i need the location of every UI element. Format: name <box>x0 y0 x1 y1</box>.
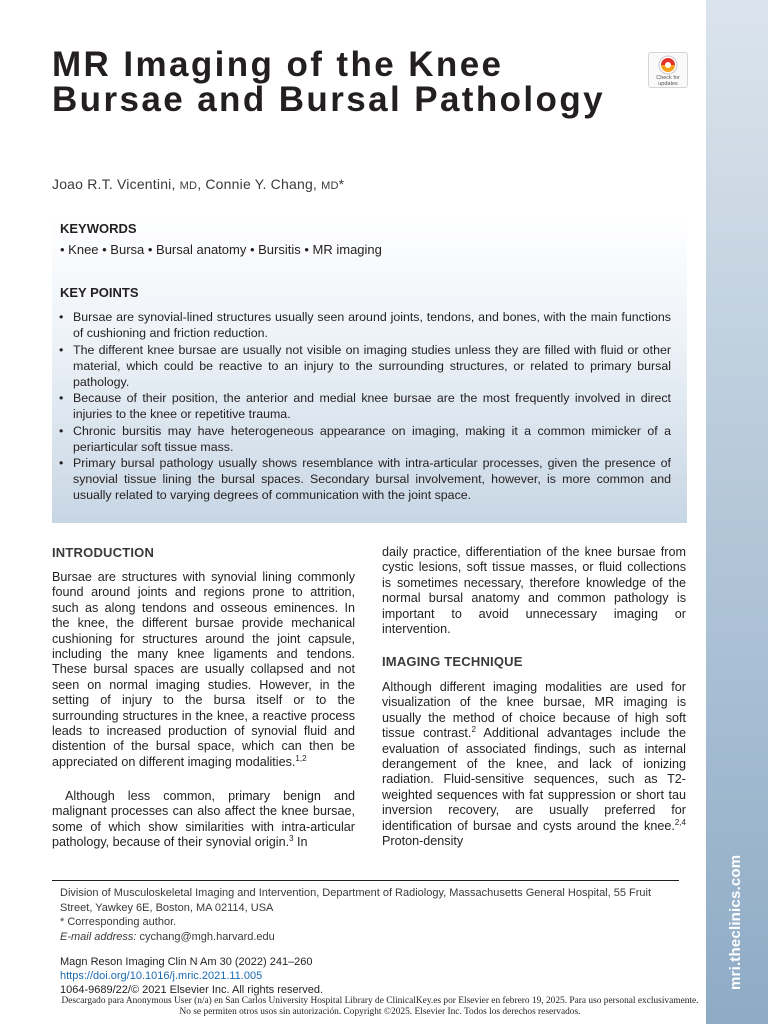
affiliation-footnote: Division of Musculoskeletal Imaging and Intervention, Department of Radiology, Massachusetts General Hospital, 55 Fruit Street, Yawkey 6E, Boston, MA 02114, USA <box>60 887 652 914</box>
imaging-p1-text-a: Although different imaging modalities are used for visualization of the knee bursae, MR imaging is usually the method of choice because of high soft tissue contrast. <box>382 680 686 741</box>
check-updates-label-1: Check for <box>656 75 680 81</box>
key-points-heading: KEY POINTS <box>60 285 139 300</box>
intro-p2-ref[interactable]: 3 <box>289 834 294 844</box>
key-point-item: • The different knee bursae are usually not visible on imaging studies unless they are filled with fluid or other material, which could be reactive to an injury to the surrounding structures, or related to primary bursal pathology. <box>59 342 671 390</box>
author-separator: , Connie Y. Chang, <box>197 176 322 192</box>
intro-p2-text: Although less common, primary benign and malignant processes can also affect the knee bursae, some of which show similarities with intra-articular pathology, because of their synovial origin. <box>52 789 355 850</box>
introduction-continuation: daily practice, differentiation of the knee bursae from cystic lesions, soft tissue masses, or fluid collections is sometimes necessary, therefore knowledge of the normal bursal anatomy and common pathology is important to avoid unnecessary imaging or intervention. <box>382 545 686 637</box>
key-points-list <box>59 309 671 504</box>
footnote-divider <box>52 880 679 881</box>
copyright-line: 1064-9689/22/© 2021 Elsevier Inc. All rights reserved. <box>60 984 324 996</box>
email-label: E-mail address: <box>60 931 137 943</box>
email-footnote <box>60 930 680 945</box>
imaging-p1-text-c: Proton-density <box>382 834 464 849</box>
intro-p2-tail: In <box>293 835 308 850</box>
intro-p1-text: Bursae are structures with synovial lining commonly found around joints and regions prone to attrition, such as along tendons and osseous eminences. In the knee, the different bursae provide mechanical cushioning for structures around the joint capsule, including the many knee ligaments and tendons. These bursal spaces are usually collapsed and not seen on normal imaging studies. However, in the setting of injury to the bursa itself or to the surrounding structures in the knee, a reactive process leads to increased production of synovial fluid and distention of the bursal space, which can then be appreciated on different imaging modalities. <box>52 570 355 769</box>
introduction-paragraph-1 <box>52 570 355 770</box>
intro-p1-ref[interactable]: 1,2 <box>295 753 307 763</box>
imaging-p1-ref-2[interactable]: 2,4 <box>674 817 686 827</box>
author-1-degree: MD <box>179 180 198 192</box>
check-for-updates-button[interactable] <box>648 52 688 88</box>
email-address[interactable]: cychang@mgh.harvard.edu <box>136 931 275 943</box>
keywords-heading: KEYWORDS <box>60 221 137 236</box>
doi-link[interactable]: https://doi.org/10.1016/j.mric.2021.11.005 <box>60 970 263 982</box>
keywords-list: • Knee • Bursa • Bursal anatomy • Bursitis • MR imaging <box>60 242 382 257</box>
corresponding-asterisk: * <box>338 176 345 192</box>
key-point-item: • Bursae are synovial-lined structures usually seen around joints, tendons, and bones, with the main functions of cushioning and friction reduction. <box>59 309 671 341</box>
key-point-item: • Because of their position, the anterior and medial knee bursae are the most frequently involved in direct injuries to the knee or repetitive trauma. <box>59 390 671 422</box>
key-point-item: • Chronic bursitis may have heterogeneous appearance on imaging, making it a common mimicker of a periarticular soft tissue mass. <box>59 423 671 455</box>
imaging-technique-heading: IMAGING TECHNIQUE <box>382 654 523 669</box>
introduction-paragraph-2 <box>52 789 355 851</box>
corresponding-author-note: * Corresponding author. <box>60 916 177 928</box>
author-line <box>52 176 344 192</box>
article-title: MR Imaging of the Knee Bursae and Bursal Pathology <box>52 45 605 119</box>
introduction-heading: INTRODUCTION <box>52 545 155 560</box>
imaging-technique-paragraph <box>382 680 686 849</box>
journal-citation: Magn Reson Imaging Clin N Am 30 (2022) 241–260 <box>60 956 313 968</box>
check-for-updates-icon <box>658 55 678 75</box>
author-2-degree: MD <box>321 180 339 192</box>
download-notice: Descargado para Anonymous User (n/a) en San Carlos University Hospital Library de ClinicalKey.es por Elsevier en febrero 19, 2025. Para uso personal exclusivamente. No se permiten otros usos sin autorización. Copyright ©2025. Elsevier Inc. Todos los derechos reservados. <box>61 996 699 1017</box>
check-updates-label-2: updates <box>658 81 678 87</box>
author-1-name: Joao R.T. Vicentini, <box>52 176 180 192</box>
key-point-item: • Primary bursal pathology usually shows resemblance with intra-articular processes, given the presence of synovial tissue lining the bursal spaces. Secondary bursal involvement, however, is more common and usually related to varying degrees of communication with the joint space. <box>59 455 671 503</box>
journal-url[interactable]: mri.theclinics.com <box>727 854 744 990</box>
imaging-p1-text-b: Additional advantages include the evaluation of associated findings, such as internal derangement of the knee, and lack of ionizing radiation. Fluid-sensitive sequences, such as T2-weighted sequences with fat suppression or short tau inversion recovery, are usually preferred for identification of bursae and cysts around the knee. <box>382 726 686 833</box>
imaging-p1-ref-1[interactable]: 2 <box>471 725 476 735</box>
